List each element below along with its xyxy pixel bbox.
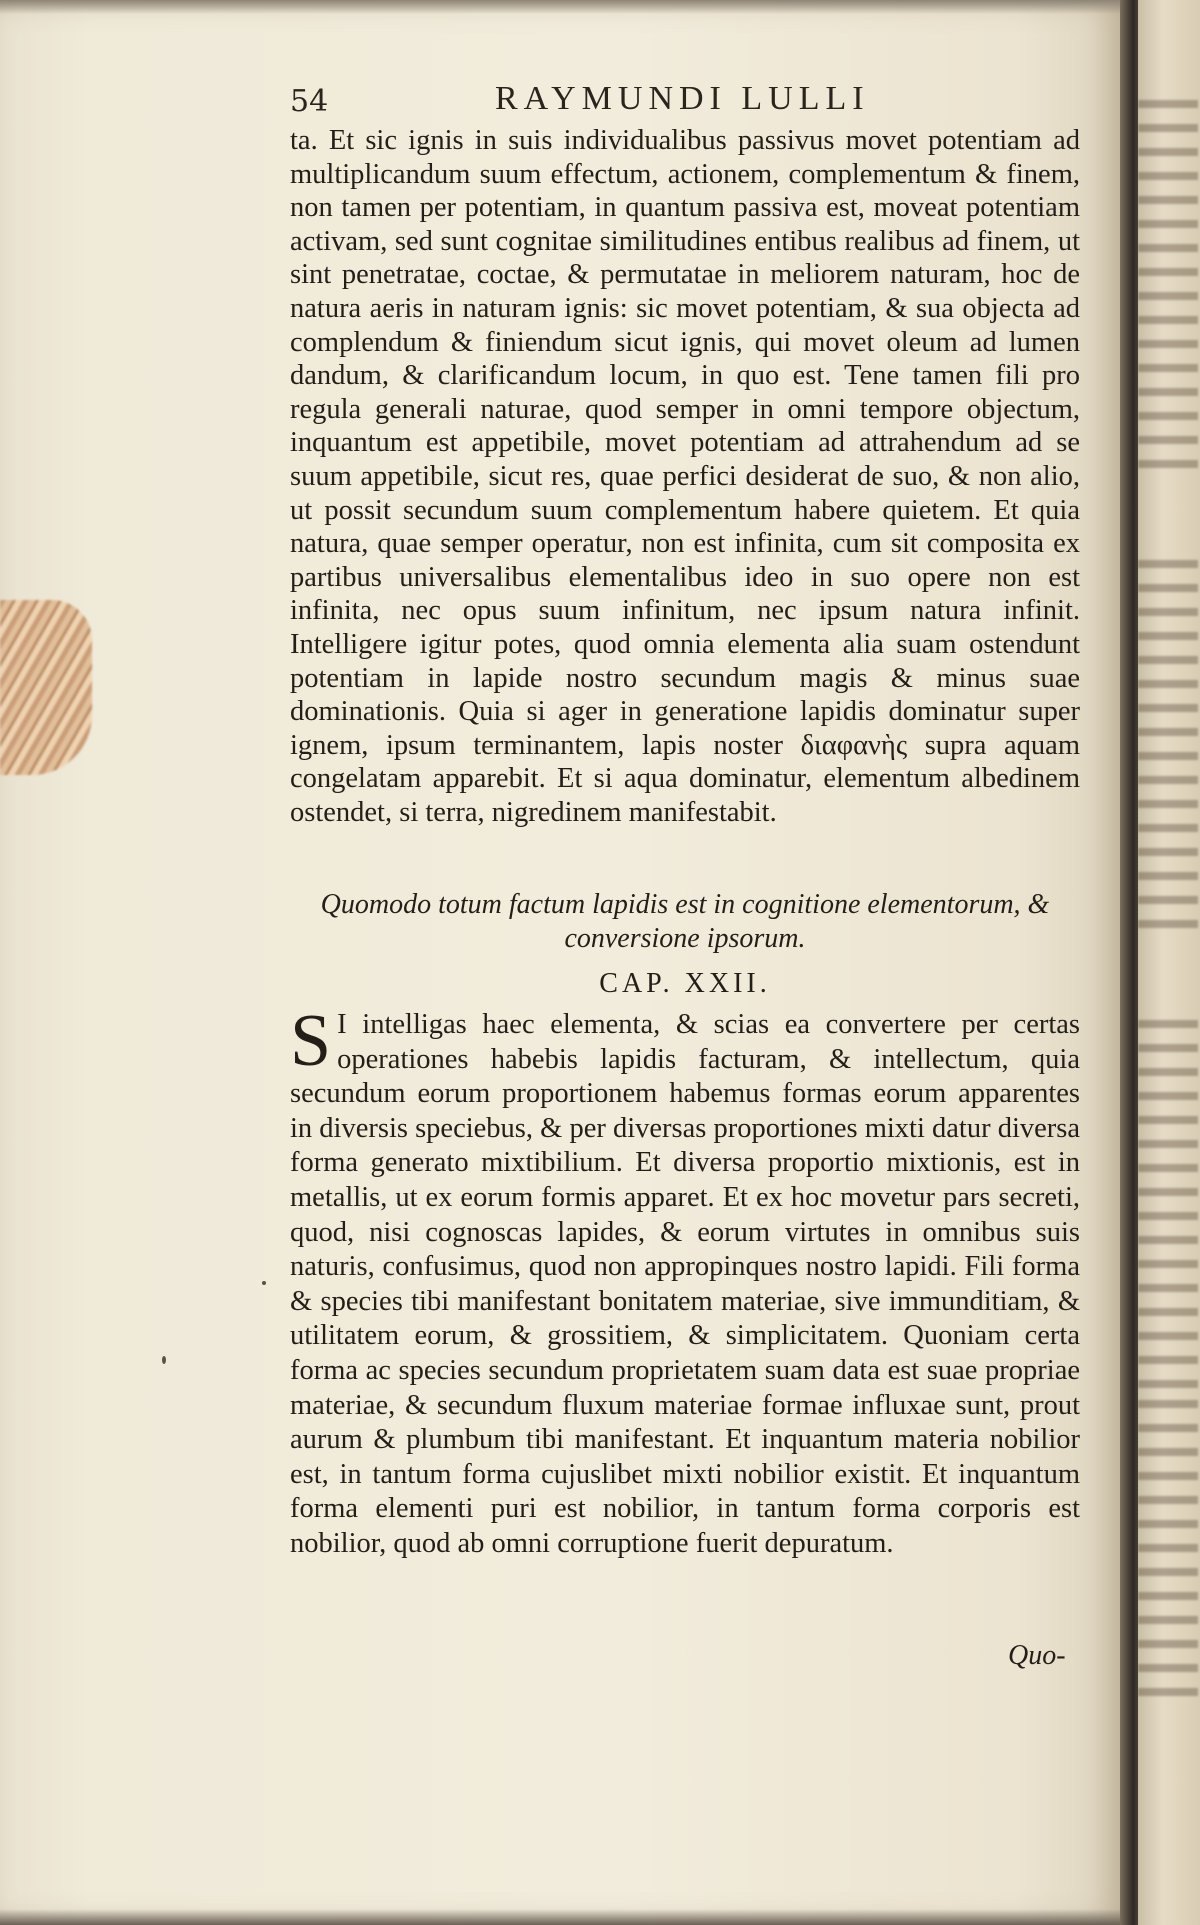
paper-speck (262, 1281, 266, 1285)
catchword: Quo- (1008, 1640, 1066, 1671)
chapter-paragraph-text: I intelligas haec elementa, & scias ea convertere per certas operationes habebis lapidis facturam, & intellectum, quia secundum eorum proportionem habemus formas eorum apparentes in diversis speciebus, & per diversas proportiones mixti datur diversa forma generato mixtibilium. Et diversa proportio mixtionis, est in metallis, ut ex eorum formis apparet. Et ex hoc movetur pars secreti, quod, nisi cognoscas lapides, & eorum virtutes in omnibus suis naturis, confusimus, quod non appropinques nostro lapidi. Fili forma & species tibi manifestant bonitatem materiae, sive immunditiam, & utilitatem eorum, & grossitiem, & simplicitatem. Quoniam certa forma ac species secundum proprietatem suam data est suae propriae materiae, & secundum fluxum materiae formae influxae sunt, prout aurum & plumbum tibi manifestant. Et inquantum materia nobilior est, in tantum forma cujuslibet mixti nobilior existit. Et inquantum forma elementi puri est nobilior, in tantum forma corporis est nobilior, quod ab omni corruptione fuerit depuratum. (290, 1009, 1080, 1559)
paper-speck (162, 1356, 166, 1364)
chapter-label: CAP. XXII. (599, 968, 771, 999)
facing-page-edge (1138, 0, 1200, 1925)
body-paragraph: ta. Et sic ignis in suis individualibus passivus movet potentiam ad multiplicandum suum effectum, actionem, complementum & finem, non tamen per potentiam, in quantum passiva est, moveat potentiam activam, sed sunt cognitae similitudines entibus realibus ad finem, ut sint penetratae, coctae, & permutatae in meliorem naturam, hoc de natura aeris in naturam ignis: sic movet potentiam, & sua objecta ad complendum & finiendum sicut ignis, qui movet oleum ad lumen dandum, & clarificandum locum, in quo est. Tene tamen fili pro regula generali naturae, quod semper in omni tempore objectum, inquantum est appetibile, movet potentiam ad attrahendum ad se suum appetibile, sicut res, quae perfici desiderat de suo, & non alio, ut possit secundum suum complementum habere quietem. Et quia natura, quae semper operatur, non est infinita, cum sit composita ex partibus universalibus elementalibus ideo in suo opere non est infinita, nec opus suum infinitum, nec ipsum natura infinit. Intelligere igitur potes, quod omnia elementa alia suam ostendunt potentiam in lapide nostro secundum magis & minus suae dominationis. Quia si ager in generatione lapidis dominatur super ignem, ipsum terminantem, lapis noster διαφανὴς supra aquam congelatam apparebit. Et si aqua dominatur, elementum albedinem ostendet, si terra, nigredinem manifestabit. (290, 125, 1080, 828)
bookmark-ribbon (0, 600, 92, 775)
folio-number: 54 (290, 84, 329, 119)
bleed-through-text (1138, 1020, 1198, 1400)
page-header (0, 80, 1128, 120)
bleed-through-text (1138, 1400, 1198, 1700)
drop-initial: S (290, 1000, 332, 1082)
bleed-through-text (1138, 100, 1198, 480)
running-head: RAYMUNDI LULLI (495, 80, 870, 117)
chapter-paragraph (290, 1000, 1080, 1562)
bleed-through-text (1138, 560, 1198, 940)
chapter-title: Quomodo totum factum lapidis est in cognitione elementorum, & conversione ipsorum. (320, 889, 1050, 954)
